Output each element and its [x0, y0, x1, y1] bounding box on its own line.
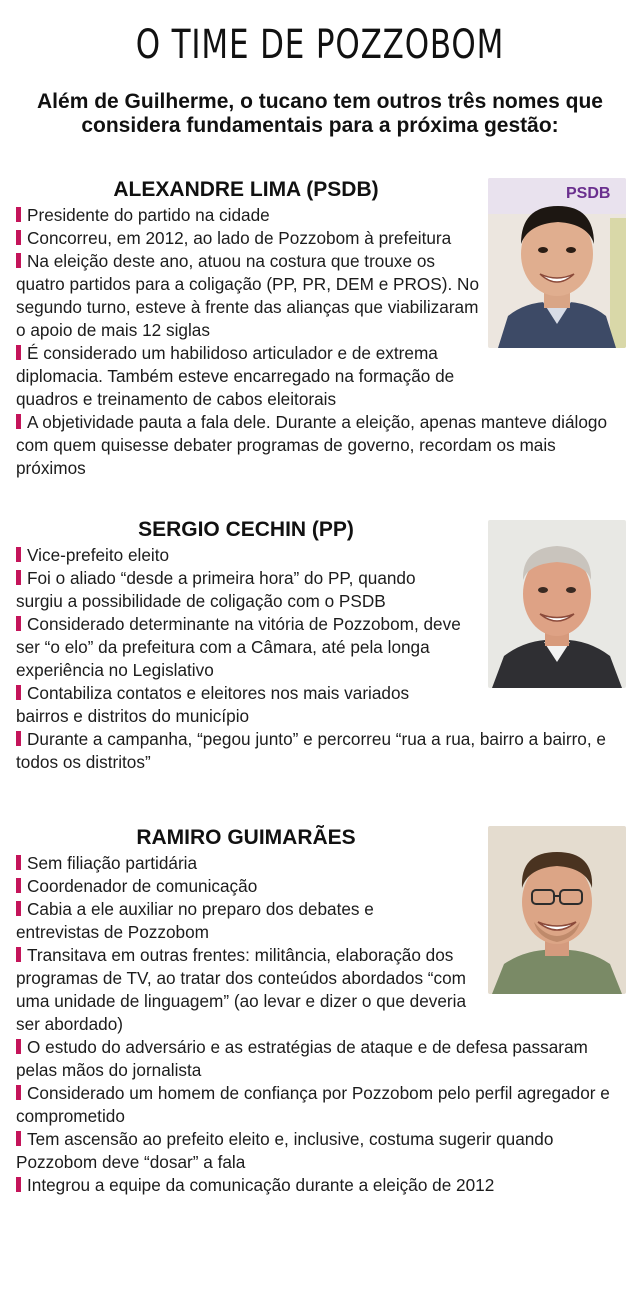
bullet-mark-icon: [16, 414, 21, 429]
bullet-item: [16, 944, 486, 1036]
bullet-text: A objetividade pauta a fala dele. Durante a eleição, apenas manteve diálogo com quem quisesse debater programas de governo, recordam os mais próximos: [16, 412, 608, 478]
bullet-mark-icon: [16, 685, 21, 700]
profile-name: SERGIO CECHIN (PP): [138, 518, 354, 541]
bullet-mark-icon: [16, 547, 21, 562]
bullet-text: Durante a campanha, “pegou junto” e percorreu “rua a rua, bairro a bairro, e todos os distritos”: [16, 729, 606, 772]
bullet-mark-icon: [16, 1131, 21, 1146]
bullet-item: [16, 1128, 626, 1174]
bullet-text: Foi o aliado “desde a primeira hora” do PP, quando surgiu a possibilidade de coligação com o PSDB: [16, 568, 416, 611]
bullet-item: [16, 1036, 626, 1082]
bullet-item: [16, 728, 626, 774]
bullet-mark-icon: [16, 345, 21, 360]
bullet-item: [16, 544, 486, 567]
bullet-item: [16, 875, 486, 898]
bullet-mark-icon: [16, 570, 21, 585]
bullet-item: [16, 567, 461, 613]
bullet-mark-icon: [16, 878, 21, 893]
bullet-mark-icon: [16, 1177, 21, 1192]
bullet-item: [16, 411, 626, 480]
portrait-image: [488, 826, 626, 994]
photo-alexandre-lima: [488, 178, 626, 348]
bullet-mark-icon: [16, 230, 21, 245]
bullet-text: Cabia a ele auxiliar no preparo dos debates e entrevistas de Pozzobom: [16, 899, 374, 942]
profile-name: RAMIRO GUIMARÃES: [136, 826, 356, 849]
bullet-mark-icon: [16, 855, 21, 870]
bullet-text: Integrou a equipe da comunicação durante a eleição de 2012: [27, 1175, 495, 1195]
bullet-text: Concorreu, em 2012, ao lado de Pozzobom à prefeitura: [27, 228, 452, 248]
bullet-text: Considerado um homem de confiança por Pozzobom pelo perfil agregador e comprometido: [16, 1083, 610, 1126]
bullet-text: É considerado um habilidoso articulador e de extrema diplomacia. Também esteve encarregado na formação de quadros e treinamento de cabos eleitorais: [16, 343, 455, 409]
portrait-image: [488, 520, 626, 688]
photo-ramiro-guimaraes: [488, 826, 626, 994]
bullet-item: [16, 1174, 626, 1197]
bullet-text: Tem ascensão ao prefeito eleito e, inclusive, costuma sugerir quando Pozzobom deve “dosar” a fala: [16, 1129, 554, 1172]
bullet-item: [16, 342, 486, 411]
bullet-mark-icon: [16, 1085, 21, 1100]
bullet-item: [16, 613, 461, 682]
bullet-text: Sem filiação partidária: [27, 853, 198, 873]
bullet-item: [16, 227, 486, 250]
bullet-text: Considerado determinante na vitória de Pozzobom, deve ser “o elo” da prefeitura com a Câmara, até pela longa experiência no Legislativo: [16, 614, 461, 680]
profile-name: ALEXANDRE LIMA (PSDB): [113, 178, 379, 201]
bullet-item: [16, 898, 461, 944]
bullet-mark-icon: [16, 901, 21, 916]
bullet-mark-icon: [16, 616, 21, 631]
page-title: O TIME DE POZZOBOM: [135, 22, 505, 68]
bullet-mark-icon: [16, 731, 21, 746]
page-subtitle: Além de Guilherme, o tucano tem outros três nomes que considera fundamentais para a próxima gestão:: [37, 90, 603, 137]
bullet-mark-icon: [16, 947, 21, 962]
bullet-item: [16, 204, 486, 227]
bullet-text: Presidente do partido na cidade: [27, 205, 270, 225]
bullet-text: Na eleição deste ano, atuou na costura que trouxe os quatro partidos para a coligação (PP, PR, DEM e PROS). No segundo turno, esteve à frente das alianças que viabilizaram o apoio de mais 12 siglas: [16, 251, 480, 340]
bullet-text: Contabiliza contatos e eleitores nos mais variados bairros e distritos do município: [16, 683, 410, 726]
bullet-text: Transitava em outras frentes: militância, elaboração dos programas de TV, ao tratar dos conteúdos abordados “com uma unidade de linguagem” (ao levar e dizer o que deveria ser abordado): [16, 945, 467, 1034]
bullet-mark-icon: [16, 253, 21, 268]
bullet-item: [16, 250, 486, 342]
bullet-item: [16, 1082, 626, 1128]
bullet-mark-icon: [16, 207, 21, 222]
bullet-item: [16, 682, 461, 728]
photo-sergio-cechin: [488, 520, 626, 688]
bullet-text: Coordenador de comunicação: [27, 876, 258, 896]
bullet-text: Vice-prefeito eleito: [27, 545, 170, 565]
logo-text: PSDB: [566, 185, 611, 202]
bullet-mark-icon: [16, 1039, 21, 1054]
portrait-image: [488, 178, 626, 348]
bullet-text: O estudo do adversário e as estratégias de ataque e de defesa passaram pelas mãos do jornalista: [16, 1037, 588, 1080]
bullet-item: [16, 852, 486, 875]
